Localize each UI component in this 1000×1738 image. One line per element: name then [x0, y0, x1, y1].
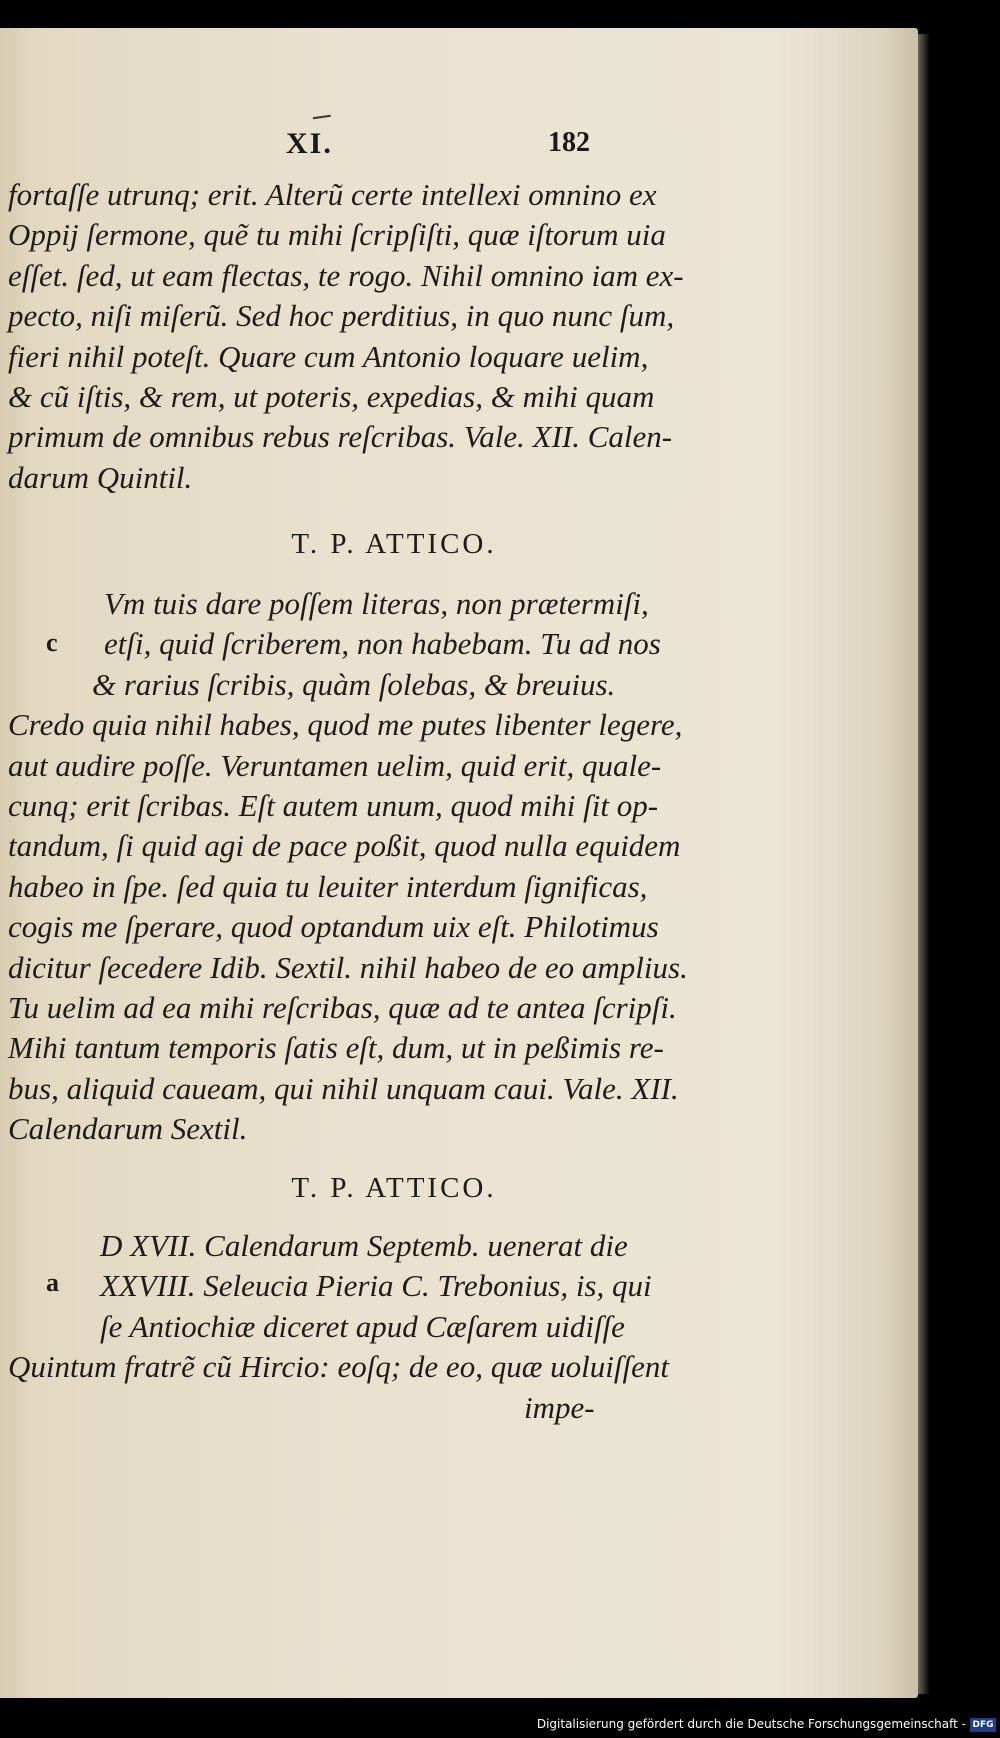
- letter-body: [8, 1226, 669, 1428]
- page-edge-shadow: [918, 34, 930, 1694]
- opening-paragraph: [8, 175, 684, 498]
- text-line: darum Quintil.: [8, 459, 193, 495]
- text-line: bus, aliquid caueam, qui nihil unquam caui. Vale. XII.: [8, 1070, 679, 1106]
- text-line: tandum, ſi quid agi de pace poßit, quod nulla equidem: [8, 828, 681, 864]
- running-header: [0, 127, 918, 167]
- text-line: fieri nihil poteſt. Quare cum Antonio loquare uelim,: [8, 338, 649, 374]
- funding-credit: Digitalisierung gefördert durch die Deutsche Forschungsgemeinschaft -: [536, 1717, 966, 1731]
- text-line: eſſet. ſed, ut eam flectas, te rogo. Nihil omnino iam ex-: [8, 257, 684, 293]
- dfg-logo-icon: DFG: [970, 1718, 996, 1732]
- page-number: 182: [548, 127, 590, 158]
- text-line: D XVII. Calendarum Septemb. uenerat die: [100, 1228, 628, 1263]
- text-line: ſe Antiochiæ diceret apud Cæſarem uidiſſe: [100, 1308, 625, 1344]
- text-line: cogis me ſperare, quod optandum uix eſt. Philotimus: [8, 909, 659, 945]
- text-line: Credo quia nihil habes, quod me putes libenter legere,: [8, 707, 683, 743]
- text-line: Oppij ſermone, quẽ tu mihi ſcripſiſti, quæ iſtorum uia: [8, 217, 666, 253]
- text-line: etſi, quid ſcriberem, non habebam. Tu ad nos: [104, 626, 661, 662]
- text-line: & rarius ſcribis, quàm ſolebas, & breuius.: [92, 666, 616, 702]
- catchword: impe-: [524, 1389, 595, 1425]
- section-number: XI.: [286, 127, 333, 160]
- letter-heading: T. P. ATTICO.: [291, 1172, 497, 1204]
- letter-heading: T. P. ATTICO.: [291, 528, 497, 560]
- text-line: cunq; erit ſcribas. Eſt autem unum, quod mihi ſit op-: [8, 787, 659, 823]
- text-line: Tu uelim ad ea mihi reſcribas, quæ ad te antea ſcripſi.: [8, 989, 677, 1025]
- text-line: primum de omnibus rebus reſcribas. Vale. XII. Calen-: [8, 419, 673, 455]
- text-line: pecto, niſi miſerũ. Sed hoc perditius, in quo nunc ſum,: [8, 298, 675, 334]
- text-line: fortaſſe utrunq; erit. Alterũ certe intellexi omnino ex: [8, 177, 657, 212]
- text-line: Quintum fratrẽ cũ Hircio: eoſq; de eo, quæ uoluiſſent: [8, 1349, 669, 1385]
- text-line: aut audire poſſe. Veruntamen uelim, quid erit, quale-: [8, 747, 662, 783]
- text-line: & cũ iſtis, & rem, ut poteris, expedias, & mihi quam: [8, 378, 655, 414]
- text-line: Calendarum Sextil.: [8, 1111, 248, 1147]
- text-line: habeo in ſpe. ſed quia tu leuiter interdum ſignificas,: [8, 868, 648, 904]
- drop-initial-marker: c: [46, 628, 58, 657]
- drop-initial-marker: a: [46, 1268, 59, 1297]
- text-line: XXVIII. Seleucia Pieria C. Trebonius, is, qui: [100, 1268, 652, 1304]
- digitization-footer: [0, 1710, 1000, 1734]
- letter-body: [8, 584, 688, 1149]
- text-line: Mihi tantum temporis ſatis eſt, dum, ut in peßimis re-: [8, 1030, 664, 1066]
- text-line: dicitur ſecedere Idib. Sextil. nihil habeo de eo amplius.: [8, 949, 688, 985]
- text-line: Vm tuis dare poſſem literas, non prætermiſi,: [104, 586, 649, 621]
